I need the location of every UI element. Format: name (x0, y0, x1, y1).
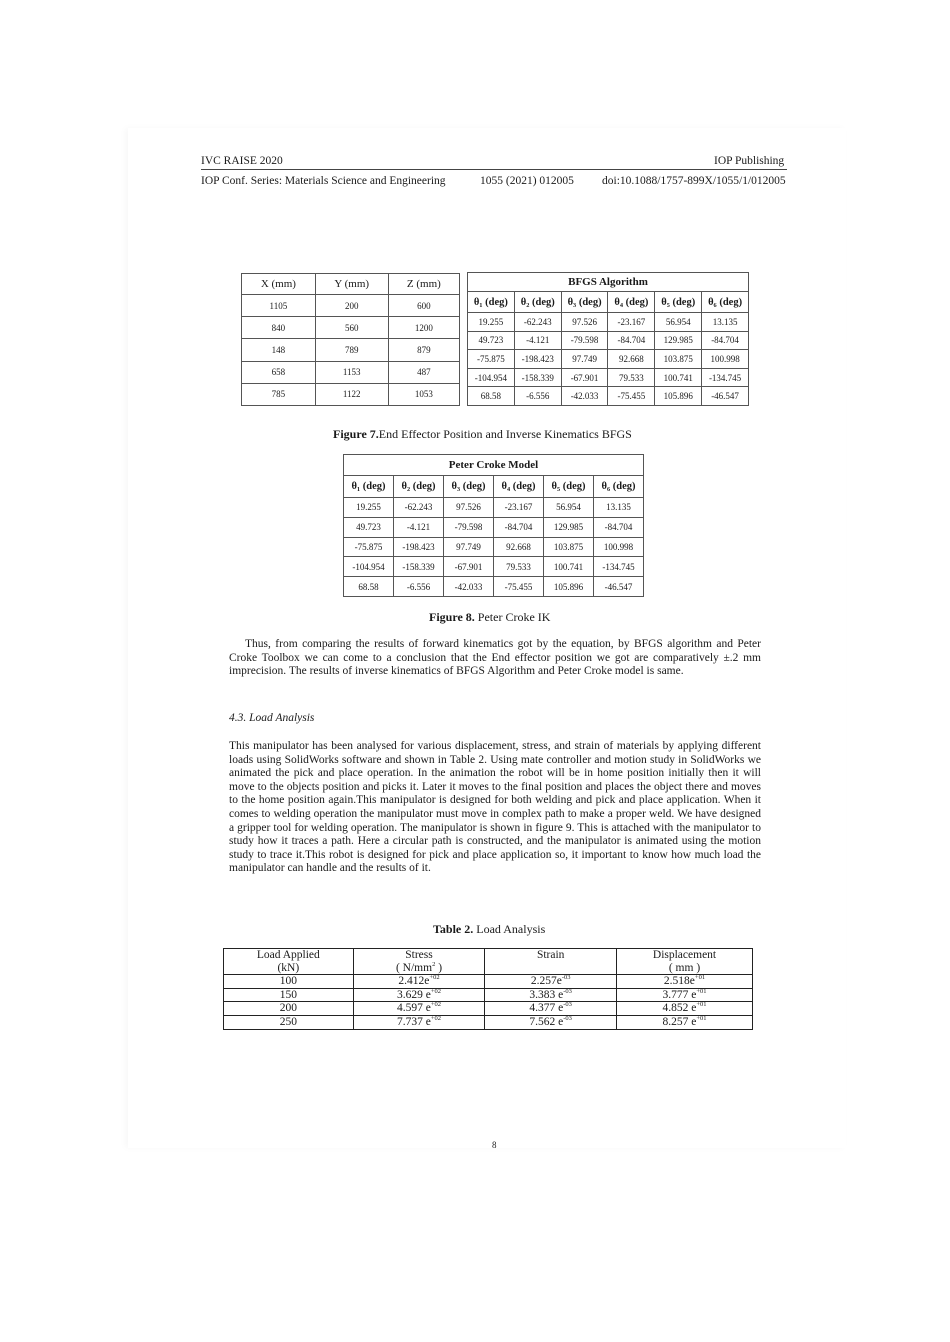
table-cell: -198.423 (394, 537, 444, 557)
table-cell: 100.741 (655, 368, 702, 387)
table-cell: -104.954 (344, 557, 394, 577)
table-row (242, 361, 460, 383)
header-line: Strain (536, 949, 565, 961)
table-cell: 879 (388, 339, 459, 361)
table-cell (353, 988, 485, 1002)
table-cell: -134.745 (702, 368, 749, 387)
table-cell: -62.243 (394, 498, 444, 518)
table-cell: -46.547 (702, 387, 749, 406)
column-header (224, 949, 354, 975)
table-cell: -42.033 (561, 387, 608, 406)
cell-mantissa: 4.377 e (529, 1002, 564, 1015)
column-header (617, 949, 753, 975)
cell-exponent: -03 (563, 1014, 572, 1022)
table-cell: -75.875 (468, 350, 515, 369)
croke-title: Peter Croke Model (344, 455, 644, 476)
table-cell: -84.704 (594, 517, 644, 537)
cell-value: 100 (279, 975, 297, 988)
table-cell: 97.526 (444, 498, 494, 518)
table-row (468, 387, 749, 406)
table-cell: 103.875 (655, 350, 702, 369)
load-analysis-table (223, 948, 753, 1030)
cell-mantissa: 2.412e (398, 975, 430, 988)
paragraph-2: This manipulator has been analysed for various displacement, stress, and strain of materials by applying different loads using SolidWorks software and shown in Table 2. Using mate controller and motion study in SolidWorks we animated the pick and place operation. In the animation the robot will be in home position initially then it will move to the objects position and picks it. Later it moves to the final position and places the object there and moves to the home position again.This manipulator is designed for both welding and pick and place application. When it comes to welding operation the manipulator must move in complex path to make a proper weld. We have designed a gripper tool for welding operation. The manipulator is shown in figure 9. This is attached with the manipulator to study how it traces a path. Here a circular path is constructed, and the manipulator is animated using the motion study to trace it.This robot is designed for pick and place application so, it important to know how much load the manipulator can handle and the results of it. (229, 740, 761, 875)
table2-caption (433, 922, 545, 937)
column-header: θ₂ (deg) (514, 292, 561, 313)
table-row (242, 317, 460, 339)
table-row (224, 975, 753, 989)
table-cell: -23.167 (494, 498, 544, 518)
table-cell: 1105 (242, 295, 316, 317)
figure8-label: Figure 8. (429, 610, 475, 624)
column-header: θ₂ (deg) (394, 476, 444, 498)
table-cell: 840 (242, 317, 316, 339)
table-cell: 785 (242, 383, 316, 405)
table-cell (485, 1002, 617, 1016)
conference-name: IVC RAISE 2020 (201, 155, 283, 167)
column-header: Z (mm) (388, 274, 459, 295)
column-header: θ₄ (deg) (494, 476, 544, 498)
table-cell: -4.121 (514, 331, 561, 350)
column-header: θ₄ (deg) (608, 292, 655, 313)
cell-mantissa: 7.737 e (396, 1015, 431, 1028)
header-line: Load Applied (256, 949, 320, 961)
table-cell: 129.985 (655, 331, 702, 350)
column-header (485, 949, 617, 975)
table-row (468, 313, 749, 332)
table-row (468, 350, 749, 369)
table-cell: 19.255 (468, 313, 515, 332)
cell-mantissa: 3.629 e (396, 988, 431, 1001)
table2-label: Table 2. (433, 922, 474, 936)
table-cell: -42.033 (444, 577, 494, 597)
header-line: Stress (405, 949, 433, 961)
table-cell: -158.339 (514, 368, 561, 387)
table-cell: 97.526 (561, 313, 608, 332)
cell-mantissa: 4.597 e (396, 1002, 431, 1015)
table-cell (617, 988, 753, 1002)
table-cell: 92.668 (608, 350, 655, 369)
table-cell: 105.896 (655, 387, 702, 406)
cell-mantissa: 8.257 e (662, 1015, 697, 1028)
cell-exponent: +02 (430, 987, 442, 995)
table-cell: 100.998 (594, 537, 644, 557)
table-cell: -84.704 (608, 331, 655, 350)
table-cell: 19.255 (344, 498, 394, 518)
table-cell: 200 (315, 295, 388, 317)
table-cell: -75.455 (608, 387, 655, 406)
column-header: θ₆ (deg) (702, 292, 749, 313)
table-cell: -79.598 (444, 517, 494, 537)
table-row (224, 1002, 753, 1016)
table-cell: 1153 (315, 361, 388, 383)
table-row (468, 331, 749, 350)
table-cell (485, 975, 617, 989)
cell-exponent: -03 (563, 987, 572, 995)
figure7-text: End Effector Position and Inverse Kinematics BFGS (378, 427, 632, 441)
table-cell: 100.998 (702, 350, 749, 369)
table-row (242, 383, 460, 405)
section-heading: 4.3. Load Analysis (229, 712, 315, 724)
cell-exponent: -03 (563, 1001, 572, 1009)
table-row (224, 1015, 753, 1029)
column-header: θ₅ (deg) (544, 476, 594, 498)
table-cell: 49.723 (468, 331, 515, 350)
cell-value: 250 (279, 1015, 297, 1028)
page-number: 8 (492, 1140, 497, 1150)
table-cell (485, 988, 617, 1002)
figure7-caption (333, 427, 632, 442)
table-cell: -79.598 (561, 331, 608, 350)
table-cell (353, 975, 485, 989)
table-cell (224, 1002, 354, 1016)
table-cell (617, 1015, 753, 1029)
table-cell: 100.741 (544, 557, 594, 577)
column-header: θ₅ (deg) (655, 292, 702, 313)
table-cell: -104.954 (468, 368, 515, 387)
table-cell: -23.167 (608, 313, 655, 332)
table-cell: 49.723 (344, 517, 394, 537)
header-rule (201, 169, 787, 170)
series-name: IOP Conf. Series: Materials Science and Engineering (201, 175, 446, 187)
table-cell: -4.121 (394, 517, 444, 537)
header-line: ( mm ) (668, 961, 701, 974)
table-cell (353, 1002, 485, 1016)
cell-mantissa: 4.852 e (662, 1002, 697, 1015)
table-cell: 789 (315, 339, 388, 361)
table-cell (224, 1015, 354, 1029)
table-cell: 13.135 (594, 498, 644, 518)
table-row (344, 517, 644, 537)
volume-info: 1055 (2021) 012005 (480, 175, 574, 187)
cell-value: 150 (279, 988, 297, 1001)
table-cell: -46.547 (594, 577, 644, 597)
cell-mantissa: 3.777 e (662, 988, 697, 1001)
cell-exponent: +01 (696, 1001, 707, 1009)
header-unit-close: ) (435, 961, 443, 974)
table-cell: -6.556 (514, 387, 561, 406)
table-cell (485, 1015, 617, 1029)
table-cell: 658 (242, 361, 316, 383)
cell-mantissa: 3.383 e (529, 988, 564, 1001)
table-cell: 68.58 (344, 577, 394, 597)
table-cell: 97.749 (444, 537, 494, 557)
column-header: θ₁ (deg) (344, 476, 394, 498)
table-cell (353, 1015, 485, 1029)
table-cell: 1122 (315, 383, 388, 405)
table-cell: -62.243 (514, 313, 561, 332)
table-cell: 560 (315, 317, 388, 339)
header-row (344, 476, 644, 498)
table-cell: 1200 (388, 317, 459, 339)
cell-mantissa: 2.518e (663, 975, 695, 988)
table-cell: 68.58 (468, 387, 515, 406)
table-row (224, 988, 753, 1002)
cell-exponent: +01 (696, 1014, 707, 1022)
table-cell: -6.556 (394, 577, 444, 597)
table-row (344, 557, 644, 577)
cell-exponent: +01 (694, 974, 706, 982)
table2-text: Load Analysis (473, 922, 546, 936)
bfgs-table (467, 272, 749, 406)
table-row (344, 537, 644, 557)
table-cell (617, 1002, 753, 1016)
table-cell: 97.749 (561, 350, 608, 369)
table-cell: 56.954 (544, 498, 594, 518)
column-header: Y (mm) (315, 274, 388, 295)
cell-exponent: +02 (430, 1001, 442, 1009)
header-unit: ( N/mm (395, 961, 433, 974)
table-cell: -75.875 (344, 537, 394, 557)
table-cell: -198.423 (514, 350, 561, 369)
table-cell: -84.704 (702, 331, 749, 350)
table-cell: 13.135 (702, 313, 749, 332)
table-cell: 148 (242, 339, 316, 361)
paragraph-1: Thus, from comparing the results of forward kinematics got by the equation, by BFGS algorithm and Peter Croke Toolbox we can come to a conclusion that the End effector position we got are comparatively ±.2 mm imprecision. The results of inverse kinematics of BFGS Algorithm and Peter Croke model is same. (229, 638, 761, 678)
header-line: Displacement (652, 949, 717, 961)
table-cell: -134.745 (594, 557, 644, 577)
table-cell: 600 (388, 295, 459, 317)
table-cell: 1053 (388, 383, 459, 405)
cell-exponent: -03 (561, 974, 571, 982)
header-exponent: 2 (432, 960, 436, 968)
header-row (468, 292, 749, 313)
table-cell: 92.668 (494, 537, 544, 557)
figure8-caption (429, 610, 550, 625)
table-row (344, 577, 644, 597)
cell-value: 200 (279, 1002, 297, 1015)
column-header: θ₁ (deg) (468, 292, 515, 313)
table-cell: 79.533 (608, 368, 655, 387)
table-cell: 129.985 (544, 517, 594, 537)
figure8-text: Peter Croke IK (474, 610, 551, 624)
table-cell: -75.455 (494, 577, 544, 597)
table-cell (224, 975, 354, 989)
table-cell: 79.533 (494, 557, 544, 577)
table-cell: 103.875 (544, 537, 594, 557)
position-table (241, 273, 460, 406)
cell-mantissa: 2.257e (530, 975, 562, 988)
header-line: (kN) (277, 961, 300, 974)
table-row (344, 498, 644, 518)
bfgs-title: BFGS Algorithm (468, 273, 749, 292)
table-cell: 105.896 (544, 577, 594, 597)
column-header: θ₆ (deg) (594, 476, 644, 498)
table-row (242, 339, 460, 361)
table-row (468, 368, 749, 387)
column-header: θ₃ (deg) (561, 292, 608, 313)
table-cell: -67.901 (561, 368, 608, 387)
doi: doi:10.1088/1757-899X/1055/1/012005 (602, 175, 786, 187)
table-cell (224, 988, 354, 1002)
publisher-name: IOP Publishing (714, 155, 785, 167)
column-header: θ₃ (deg) (444, 476, 494, 498)
table-cell: 56.954 (655, 313, 702, 332)
column-header: X (mm) (242, 274, 316, 295)
column-header (353, 949, 485, 975)
cell-exponent: +02 (429, 974, 440, 982)
croke-table (343, 454, 644, 597)
table-row (242, 295, 460, 317)
cell-exponent: +01 (696, 987, 707, 995)
cell-mantissa: 7.562 e (529, 1015, 564, 1028)
table-cell: -84.704 (494, 517, 544, 537)
cell-exponent: +02 (430, 1014, 442, 1022)
table-cell: -67.901 (444, 557, 494, 577)
table-cell: -158.339 (394, 557, 444, 577)
figure7-label: Figure 7. (333, 427, 379, 441)
table-cell: 487 (388, 361, 459, 383)
table-cell (617, 975, 753, 989)
